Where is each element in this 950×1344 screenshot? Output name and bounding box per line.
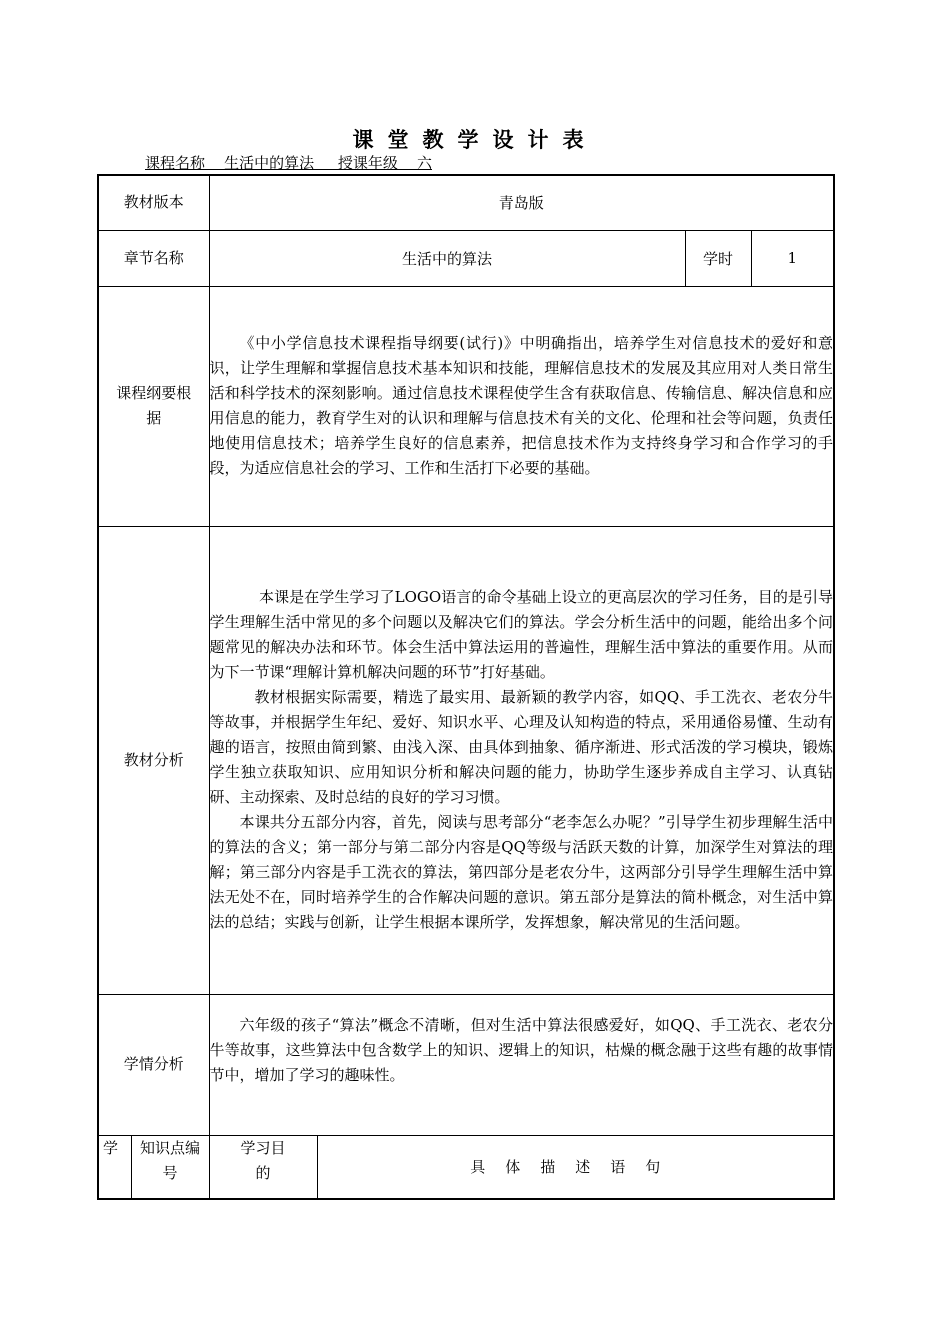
row-students <box>98 994 834 1135</box>
row-chapter <box>98 230 834 286</box>
course-info-line: 课程名称 生活中的算法 授课年级 六 <box>145 154 432 172</box>
hours-label: 学时 <box>685 230 751 286</box>
row-syllabus <box>98 286 834 526</box>
syllabus-label <box>98 286 209 526</box>
chapter-value: 生活中的算法 <box>209 230 685 286</box>
syllabus-label-text: 课程纲要根据 <box>116 384 192 427</box>
material-content <box>209 526 834 994</box>
syllabus-paragraph: 《中小学信息技术课程指导纲要(试行)》中明确指出，培养学生对信息技术的爱好和意识，让学生理解和掌握信息技术基本知识和技能，理解信息技术的发展及其应用对人类日常生活和科学技术的深刻影响。通过信息技术课程使学生含有获取信息、传输信息、解决信息和应用信息的能力，教育学生对的认识和理解与信息技术有关的文化、伦理和社会等问题，负责任地使用信息技术；培养学生良好的信息素养，把信息技术作为支持终身学习和合作学习的手段，为适应信息社会的学习、工作和生活打下必要的基础。 <box>209 334 834 477</box>
material-label: 教材分析 <box>98 526 209 994</box>
students-content <box>209 994 834 1135</box>
material-paragraph-1: 本课是在学生学习了LOGO语言的命令基础上设立的更高层次的学习任务，目的是引导学生理解生活中常见的多个问题以及解决它们的算法。学会分析生活中的问题，能给出多个问题常见的解决办法和环节。体会生活中算法运用的普遍性，理解生活中算法的重要作用。从而为下一节课“理解计算机解决问题的环节”打好基础。 <box>209 588 834 681</box>
syllabus-content <box>209 286 834 526</box>
row-material <box>98 526 834 994</box>
students-label: 学情分析 <box>98 994 209 1135</box>
material-paragraph-2: 教材根据实际需要，精选了最实用、最新颖的教学内容，如QQ、手工洗衣、老农分牛等故事，并根据学生年纪、爱好、知识水平、心理及认知构造的特点，采用通俗易懂、生动有趣的语言，按照由简到繁、由浅入深、由具体到抽象、循序渐进、形式活泼的学习模块，锻炼学生独立获取知识、应用知识分析和解决问题的能力，协助学生逐步养成自主学习、认真钻研、主动探索、及时总结的良好的学习习惯。 <box>209 688 834 806</box>
goals-col-2 <box>131 1135 209 1199</box>
goals-col-3 <box>209 1135 317 1199</box>
goals-col-3-text: 学习目的 <box>240 1138 286 1182</box>
hours-value: 1 <box>751 230 834 286</box>
goals-col-1: 学 <box>98 1135 131 1199</box>
edition-label: 教材版本 <box>98 175 209 230</box>
row-goals-header <box>98 1135 834 1199</box>
goals-col-2-text: 知识点编 号 <box>140 1138 201 1182</box>
lesson-design-table <box>97 174 835 1200</box>
chapter-label: 章节名称 <box>98 230 209 286</box>
edition-value: 青岛版 <box>209 175 834 230</box>
students-paragraph: 六年级的孩子“算法”概念不清晰，但对生活中算法很感爱好，如QQ、手工洗衣、老农分牛等故事，这些算法中包含数学上的知识、逻辑上的知识，枯燥的概念融于这些有趣的故事情节中，增加了学习的趣味性。 <box>209 1015 834 1084</box>
material-paragraph-3: 本课共分五部分内容，首先，阅读与思考部分“老李怎么办呢？”引导学生初步理解生活中的算法的含义；第一部分与第二部分内容是QQ等级与活跃天数的计算，加深学生对算法的理解；第三部分内容是手工洗衣的算法，第四部分是老农分牛，这两部分引导学生理解生活中算法无处不在，同时培养学生的合作解决问题的意识。第五部分是算法的简朴概念，对生活中算法的总结；实践与创新，让学生根据本课所学，发挥想象，解决常见的生活问题。 <box>209 813 834 931</box>
row-edition <box>98 175 834 230</box>
page-title: 课堂教学设计表 <box>352 127 598 152</box>
goals-col-4: 具体描述语句 <box>317 1135 834 1199</box>
